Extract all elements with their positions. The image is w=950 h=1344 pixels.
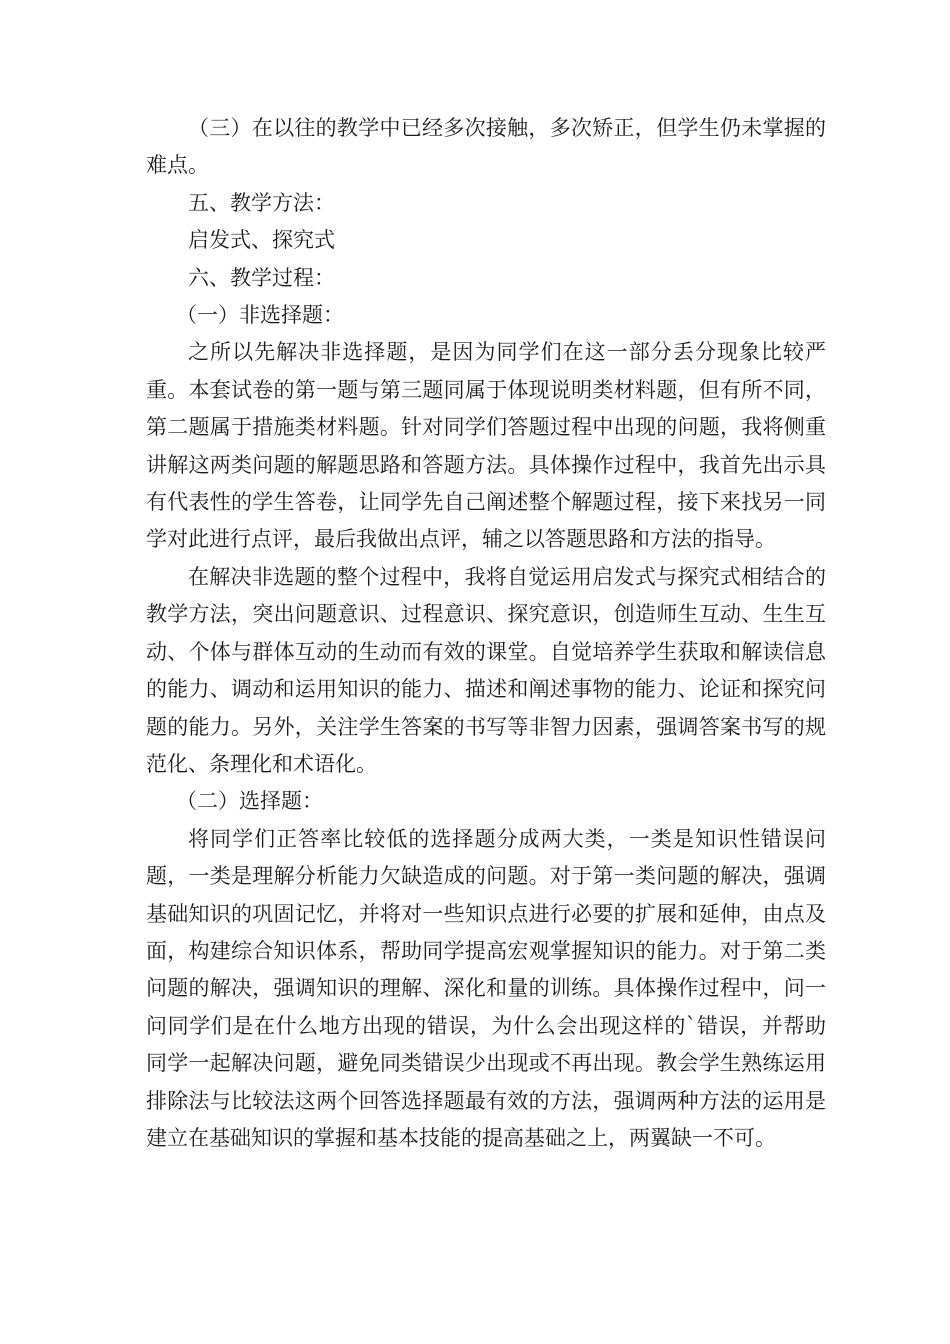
document-page xyxy=(146,110,826,1157)
paragraph-non-choice-process: 在解决非选题的整个过程中，我将自觉运用启发式与探究式相结合的教学方法，突出问题意识、过程意识、探究意识，创造师生互动、生生互动、个体与群体互动的生动而有效的课堂。自觉培养学生获取和解读信息的能力、调动和运用知识的能力、描述和阐述事物的能力、论证和探究问题的能力。另外，关注学生答案的书写等非智力因素，强调答案书写的规范化、条理化和术语化。 xyxy=(146,564,826,776)
heading-non-choice: （一）非选择题： xyxy=(176,303,344,328)
paragraph-choice: 将同学们正答率比较低的选择题分成两大类，一类是知识性错误问题，一类是理解分析能力欠缺造成的问题。对于第一类问题的解决，强调基础知识的巩固记忆，并将对一些知识点进行必要的扩展和延伸，由点及面，构建综合知识体系，帮助同学提高宏观掌握知识的能力。对于第二类问题的解决，强调知识的理解、深化和量的训练。具体操作过程中，问一问同学们是在什么地方出现的错误，为什么会出现这样的`错误，并帮助同学一起解决问题，避免同类错误少出现或不再出现。教会学生熟练运用排除法与比较法这两个回答选择题最有效的方法，强调两种方法的运用是建立在基础知识的掌握和基本技能的提高基础之上，两翼缺一不可。 xyxy=(146,826,826,1150)
heading-teaching-process: 六、教学过程： xyxy=(188,265,335,290)
paragraph-non-choice-intro: 之所以先解决非选择题，是因为同学们在这一部分丢分现象比较严重。本套试卷的第一题与第三题同属于体现说明类材料题，但有所不同，第二题属于措施类材料题。针对同学们答题过程中出现的问题，我将侧重讲解这两类问题的解题思路和答题方法。具体操作过程中，我首先出示具有代表性的学生答卷，让同学先自己阐述整个解题过程，接下来找另一同学对此进行点评，最后我做出点评，辅之以答题思路和方法的指导。 xyxy=(146,340,826,552)
heading-teaching-method: 五、教学方法： xyxy=(188,190,335,215)
heading-choice: （二）选择题： xyxy=(176,789,323,814)
paragraph-methods: 启发式、探究式 xyxy=(188,228,335,253)
paragraph-difficulty-three: （三）在以往的教学中已经多次接触，多次矫正，但学生仍未掌握的难点。 xyxy=(146,116,826,178)
